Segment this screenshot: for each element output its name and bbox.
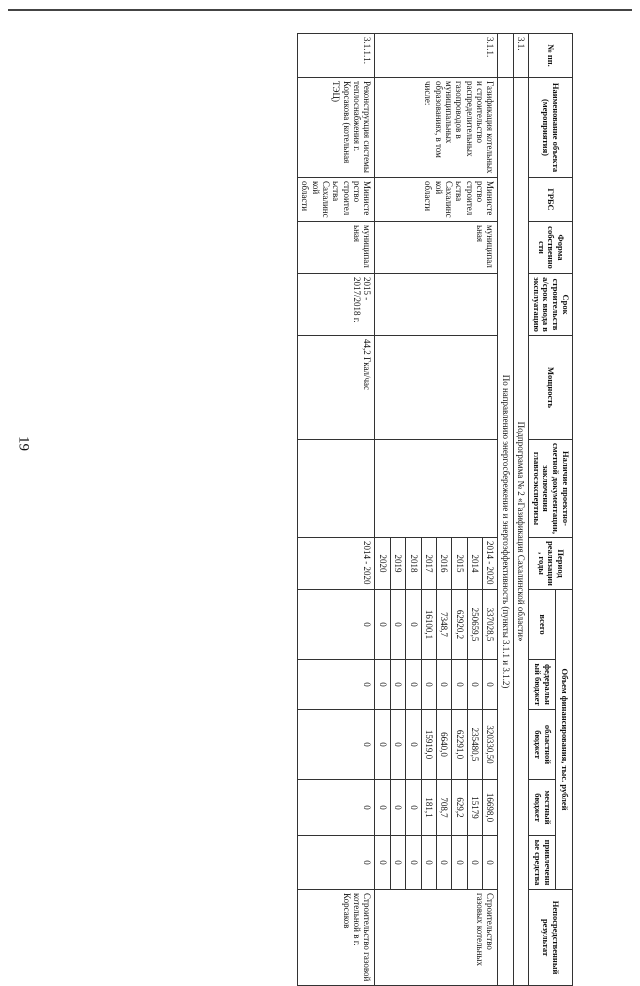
rotated-table (61, 33, 573, 982)
financing-table (297, 33, 573, 986)
row-result: Строительство газовой котельной в г. Корсаков (298, 890, 375, 986)
row-ownership: муниципальная (298, 222, 375, 274)
regional-cell: 235480,5 (467, 710, 482, 780)
period-cell: 2017 (421, 538, 436, 590)
header-row-1 (556, 34, 573, 986)
total-cell: 337028,5 (482, 590, 497, 660)
attracted-cell: 0 (467, 836, 482, 890)
row-grbs: Министерство строительства Сахалинской области (298, 178, 375, 222)
period-cell: 2014 - 2020 (298, 538, 375, 590)
section-row (513, 34, 528, 986)
header-docs: Наличие проектно-сметной документации, заключения главгосэкспертизы (528, 440, 572, 538)
header-period: Период реализации, годы (528, 538, 572, 590)
period-cell: 2020 (375, 538, 390, 590)
header-name: Наименование объекта (мероприятия) (528, 78, 572, 178)
local-cell: 708,7 (436, 780, 451, 836)
row-docs (298, 440, 375, 538)
header-funding: Объем финансирования, тыс. рублей (556, 590, 573, 890)
row-capacity (375, 336, 498, 440)
header-result: Непосредственный результат (528, 890, 572, 986)
federal-cell: 0 (467, 660, 482, 710)
local-cell: 0 (298, 780, 375, 836)
total-cell: 7348,7 (436, 590, 451, 660)
local-cell: 0 (390, 780, 405, 836)
period-cell: 2018 (406, 538, 421, 590)
row-grbs: Министерство строительства Сахалинской области (375, 178, 498, 222)
table-container (61, 33, 573, 982)
section-number: 3.1. (513, 34, 528, 78)
total-cell: 0 (390, 590, 405, 660)
federal-cell: 0 (421, 660, 436, 710)
regional-cell: 15919,0 (421, 710, 436, 780)
row-ownership: муниципальная (375, 222, 498, 274)
local-cell: 629,2 (452, 780, 467, 836)
local-cell: 0 (375, 780, 390, 836)
local-cell: 16698,0 (482, 780, 497, 836)
row-name: Реконструкция системы теплоснабжения г. Корсакова (котельная ТЭЦ) (298, 78, 375, 178)
regional-cell: 6640,0 (436, 710, 451, 780)
attracted-cell: 0 (452, 836, 467, 890)
attracted-cell: 0 (390, 836, 405, 890)
attracted-cell: 0 (406, 836, 421, 890)
total-cell: 16100,1 (421, 590, 436, 660)
attracted-cell: 0 (375, 836, 390, 890)
attracted-cell: 0 (421, 836, 436, 890)
header-capacity: Мощность (528, 336, 572, 440)
regional-cell: 62291,0 (452, 710, 467, 780)
row-deadline (375, 274, 498, 336)
total-cell: 0 (375, 590, 390, 660)
row-name: Газификация котельных и строительство распределительных газопроводов в муниципальных образованиях, в том числе: (375, 78, 498, 178)
federal-cell: 0 (482, 660, 497, 710)
period-cell: 2019 (390, 538, 405, 590)
local-cell: 181,1 (421, 780, 436, 836)
local-cell: 0 (406, 780, 421, 836)
regional-cell: 0 (375, 710, 390, 780)
row-capacity: 44,2 Гкал/час (298, 336, 375, 440)
period-cell: 2014 (467, 538, 482, 590)
section-title: Подпрограмма № 2 «Газификация Сахалинской области» (513, 78, 528, 986)
header-regional: областной бюджет (528, 710, 556, 780)
total-cell: 0 (406, 590, 421, 660)
period-cell: 2016 (436, 538, 451, 590)
header-total: всего (528, 590, 556, 660)
total-cell: 62920,2 (452, 590, 467, 660)
table-row (482, 34, 497, 986)
header-num: № пп. (528, 34, 572, 78)
federal-cell: 0 (375, 660, 390, 710)
total-cell: 0 (298, 590, 375, 660)
top-rule (8, 9, 632, 11)
subsection-title: По направлению энергосбережение и энергоэффективность (пункты 3.1.1 и 3.1.2) (498, 78, 513, 986)
federal-cell: 0 (406, 660, 421, 710)
federal-cell: 0 (452, 660, 467, 710)
regional-cell: 320330,50 (482, 710, 497, 780)
subsection-number (498, 34, 513, 78)
header-attracted: привлеченные средства (528, 836, 556, 890)
total-cell: 250659,5 (467, 590, 482, 660)
row-number: 3.1.1.1. (298, 34, 375, 78)
row-number: 3.1.1. (375, 34, 498, 78)
row-docs (375, 440, 498, 538)
header-local: местный бюджет (528, 780, 556, 836)
federal-cell: 0 (436, 660, 451, 710)
header-grbs: ГРБС (528, 178, 572, 222)
header-federal: федеральный бюджет (528, 660, 556, 710)
federal-cell: 0 (298, 660, 375, 710)
attracted-cell: 0 (482, 836, 497, 890)
regional-cell: 0 (298, 710, 375, 780)
regional-cell: 0 (406, 710, 421, 780)
header-ownership: Форма собственности (528, 222, 572, 274)
attracted-cell: 0 (436, 836, 451, 890)
row-deadline: 2015 - 2017/2018 г. (298, 274, 375, 336)
federal-cell: 0 (390, 660, 405, 710)
row-result: Строительство газовых котельных (375, 890, 498, 986)
local-cell: 15179 (467, 780, 482, 836)
period-cell: 2015 (452, 538, 467, 590)
page-number: 19 (15, 436, 32, 451)
regional-cell: 0 (390, 710, 405, 780)
period-cell: 2014 - 2020 (482, 538, 497, 590)
table-row (298, 34, 375, 986)
attracted-cell: 0 (298, 836, 375, 890)
subsection-row (498, 34, 513, 986)
header-deadline: Срок строительства/срок ввода в эксплуатацию (528, 274, 572, 336)
